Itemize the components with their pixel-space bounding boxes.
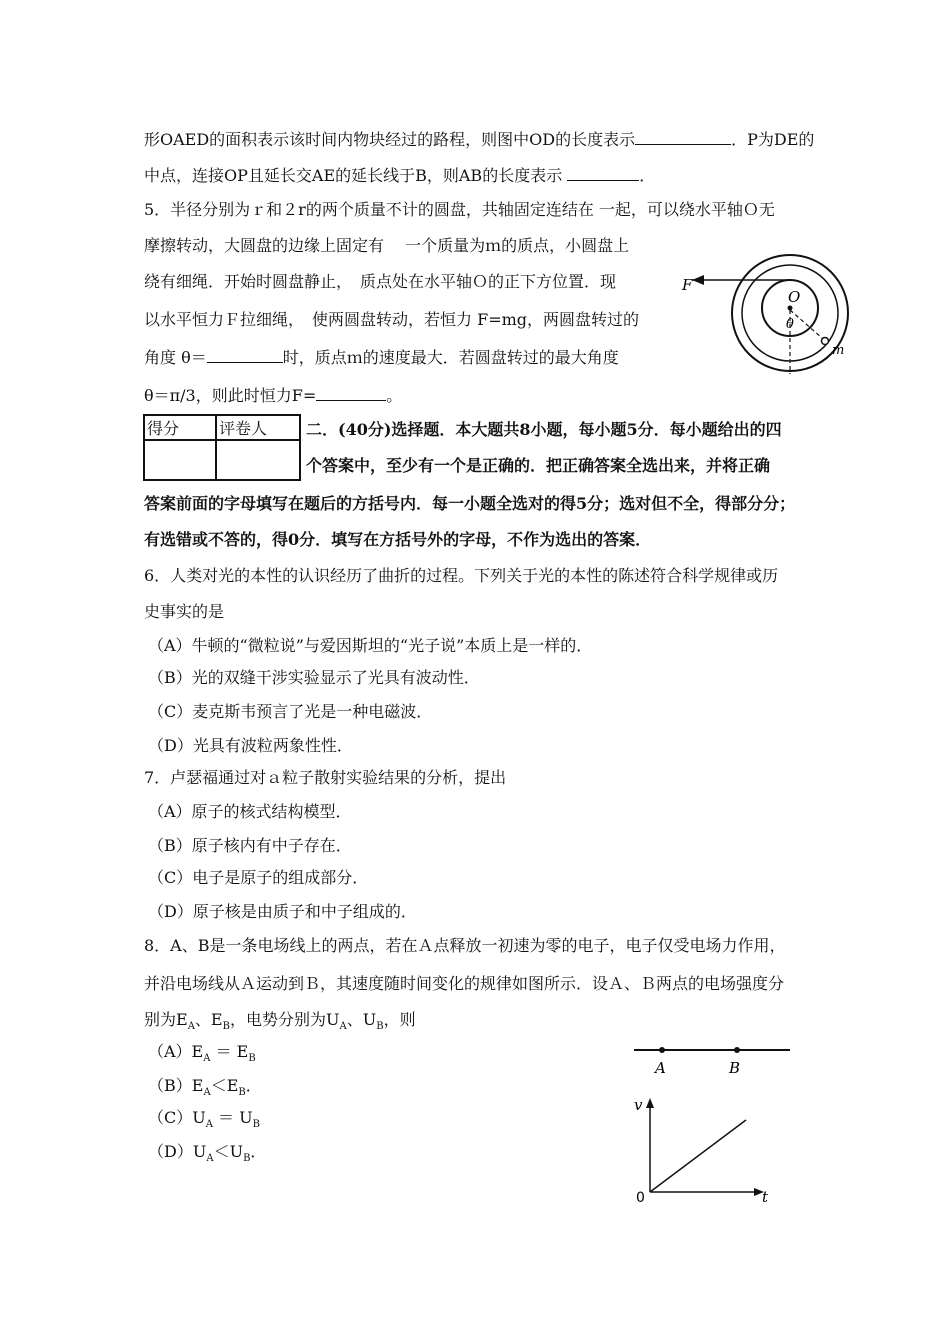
q5-blank-force[interactable] [316,384,386,401]
q8-stem-1: 8．A、B是一条电场线上的两点，若在Ａ点释放一初速为零的电子，电子仅受电场力作用， [144,936,786,955]
q8-a-pre: （A）E [148,1042,204,1061]
q4-text-1a: 形OAED的面积表示该时间内物块经过的路程，则图中OD的长度表示 [144,130,636,149]
q8-c-s1: A [205,1119,213,1131]
q5-line-6 [144,384,402,406]
velocity-line [650,1120,746,1192]
q8-c-pre: （C）U [148,1108,206,1127]
angle-label: θ [786,317,794,332]
origin-label: 0 [636,1190,645,1206]
q4-blank-ab[interactable] [567,164,639,181]
q4-text-2b: ． [639,166,656,185]
section2-line-2: 个答案中，至少有一个是正确的．把正确答案全选出来，并将正确 [306,456,771,475]
q8-b-pre: （B）E [148,1076,204,1095]
q6-option-c: （C）麦克斯韦预言了光是一种电磁波． [148,702,433,721]
q8-d-post: ． [250,1142,267,1161]
point-b-label: B [729,1059,741,1077]
q6-option-b: （B）光的双缝干涉实验显示了光具有波动性． [148,668,480,687]
point-a-dot [659,1047,665,1053]
q6-option-d: （D）光具有波粒两象性性． [148,736,353,755]
q8-sub-ua: A [339,1021,347,1033]
q8-stem-3c: ，电势分别为U [229,1010,340,1029]
q7-stem: 7．卢瑟福通过对ａ粒子散射实验结果的分析，提出 [144,768,507,787]
score-table [143,414,301,481]
q4-text-1b: ．P为DE的 [731,130,815,149]
q5-line-4: 以水平恒力Ｆ拉细绳， 使两圆盘转动，若恒力 F=mg，两圆盘转过的 [144,310,640,329]
grader-header: 评卷人 [216,415,300,440]
q8-sub-eb: B [222,1021,230,1033]
axis-label: O [788,288,801,306]
q8-a-s2: B [248,1053,256,1065]
q7-option-a: （A）原子的核式结构模型． [148,802,352,821]
section2-line-1: 二．(40分)选择题．本大题共8小题，每小题5分．每小题给出的四 [306,420,782,439]
q8-vt-graph [630,1096,780,1206]
score-cell[interactable] [144,440,216,480]
q8-option-a [148,1042,256,1069]
q8-stem-3a: 别为E [144,1010,188,1029]
q4-text-2a: 中点，连接OP且延长交AE的延长线于B，则AB的长度表示 [144,166,563,185]
q8-sub-ea: A [187,1021,195,1033]
q5-text-5b: 时，质点ｍ的速度最大．若圆盘转过的最大角度 [282,348,619,367]
point-a-label: A [655,1059,666,1077]
q8-stem-3 [144,1010,416,1037]
q8-field-line-figure [630,1040,800,1076]
q8-b-mid: ＜E [210,1076,239,1095]
q8-d-s2: B [243,1153,251,1165]
axis-dot [788,306,793,311]
q8-option-c [148,1108,260,1135]
q8-c-s2: B [252,1119,260,1131]
q8-stem-3b: 、E [194,1010,223,1029]
section2-line-4: 有选错或不答的，得0分．填写在方括号外的字母，不作为选出的答案． [144,530,652,549]
q8-option-b [148,1076,262,1103]
q6-stem-1: 6．人类对光的本性的认识经历了曲折的过程。下列关于光的本性的陈述符合科学规律或历 [144,566,779,585]
q8-b-post: ． [245,1076,262,1095]
q8-d-pre: （D）U [148,1142,207,1161]
q4-blank-od[interactable] [635,128,731,145]
q8-c-mid: ＝ U [212,1108,253,1127]
q8-a-s1: A [203,1053,211,1065]
q8-a-mid: ＝ E [210,1042,249,1061]
q5-line-1: 5．半径分别为ｒ和２r的两个质量不计的圆盘，共轴固定连结在 一起，可以绕水平轴Ｏ无 [144,200,775,219]
section2-line-3: 答案前面的字母填写在题后的方括号内．每一小题全选对的得5分；选对但不全，得部分分； [144,494,796,513]
point-b-dot [734,1047,740,1053]
q6-option-a: （A）牛顿的“微粒说”与爱因斯坦的“光子说”本质上是一样的． [148,636,593,655]
mass-label: m [832,343,845,358]
q8-sub-ub: B [376,1021,384,1033]
q5-line-2: 摩擦转动，大圆盘的边缘上固定有 一个质量为ｍ的质点，小圆盘上 [144,236,630,255]
grader-cell[interactable] [216,440,300,480]
q4-line-1 [144,128,814,150]
q8-stem-2: 并沿电场线从Ａ运动到Ｂ，其速度随时间变化的规律如图所示．设Ａ、Ｂ两点的电场强度分 [144,974,785,993]
v-axis-label: v [634,1096,643,1114]
q5-text-6a: θ＝π/3，则此时恒力F= [144,386,317,405]
q5-blank-angle[interactable] [207,346,283,363]
q8-b-s1: A [203,1087,211,1099]
q5-disc-figure [672,256,862,376]
t-axis-label: t [762,1188,769,1206]
q7-option-d: （D）原子核是由质子和中子组成的． [148,902,417,921]
score-header: 得分 [144,415,216,440]
q8-stem-3e: ，则 [383,1010,416,1029]
q8-option-d [148,1142,266,1169]
q7-option-c: （C）电子是原子的组成部分． [148,868,369,887]
q4-line-2 [144,164,655,186]
q7-option-b: （B）原子核内有中子存在． [148,836,352,855]
v-axis-arrow [646,1098,654,1108]
q6-stem-2: 史事实的是 [144,602,225,621]
q5-line-5 [144,346,619,368]
force-label: F [682,276,693,294]
q5-line-3: 绕有细绳．开始时圆盘静止， 质点处在水平轴Ｏ的正下方位置．现 [144,272,617,291]
force-arrow-head [692,275,704,285]
q8-stem-3d: 、U [346,1010,377,1029]
q5-text-6b: 。 [386,386,403,405]
q8-b-s2: B [238,1087,246,1099]
mass-point [822,338,829,345]
q8-d-mid: ＜U [213,1142,244,1161]
q5-text-5a: 角度 θ＝ [144,348,207,367]
q8-d-s1: A [206,1153,214,1165]
